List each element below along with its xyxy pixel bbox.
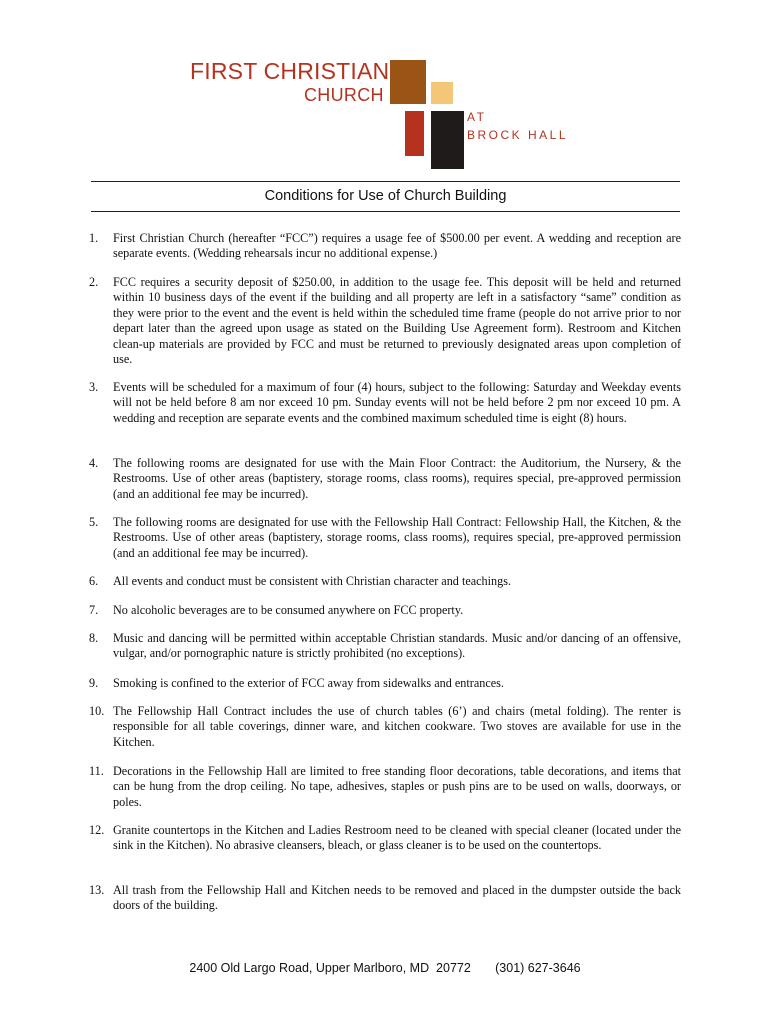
logo-at: AT bbox=[467, 110, 487, 124]
condition-text: First Christian Church (hereafter “FCC”) requires a usage fee of $500.00 per event. A wedding and reception are separate events. (Wedding rehearsals incur no additional expense.) bbox=[113, 231, 681, 261]
page-footer bbox=[0, 961, 770, 975]
condition-item-5 bbox=[89, 515, 681, 561]
condition-item-1 bbox=[89, 231, 681, 262]
condition-item-13 bbox=[89, 883, 681, 914]
condition-number: 8. bbox=[89, 631, 99, 645]
condition-text: The following rooms are designated for use with the Main Floor Contract: the Auditorium, the Nursery, & the Restrooms. Use of other areas (baptistery, storage rooms, class rooms), requires special, pre-approved permission (and an additional fee may be incurred). bbox=[113, 456, 681, 501]
condition-number: 7. bbox=[89, 603, 99, 617]
condition-text: The following rooms are designated for use with the Fellowship Hall Contract: Fellowship Hall, the Kitchen, & the Restrooms. Use of other areas (baptistery, storage rooms, class rooms), requires special, pre-approved permission (and an additional fee may be incurred). bbox=[113, 515, 681, 560]
logo-location: BROCK HALL bbox=[467, 128, 569, 142]
condition-item-7 bbox=[89, 603, 681, 618]
condition-text: Music and dancing will be permitted within acceptable Christian standards. Music and/or dancing of an offensive, vulgar, and/or pornographic nature is strictly prohibited (no exceptions). bbox=[113, 631, 681, 661]
condition-text: Decorations in the Fellowship Hall are limited to free standing floor decorations, table decorations, and items that can be hung from the drop ceiling. No tape, adhesives, staples or push pins are to be used on walls, doorways, or poles. bbox=[113, 764, 681, 809]
condition-number: 5. bbox=[89, 515, 99, 529]
logo-subtitle: CHURCH bbox=[304, 85, 384, 105]
condition-text: All events and conduct must be consistent with Christian character and teachings. bbox=[113, 574, 512, 588]
footer-address: 2400 Old Largo Road, Upper Marlboro, MD 20772 bbox=[189, 961, 471, 975]
logo-title: FIRST CHRISTIAN bbox=[190, 58, 390, 84]
condition-number: 4. bbox=[89, 456, 99, 470]
footer-phone: (301) 627-3646 bbox=[495, 961, 581, 975]
condition-item-11 bbox=[89, 764, 681, 810]
condition-text: Granite countertops in the Kitchen and Ladies Restroom need to be cleaned with special cleaner (located under the sink in the Kitchen). No abrasive cleansers, bleach, or glass cleaner is to be used on the countertops. bbox=[113, 823, 681, 853]
condition-text: No alcoholic beverages are to be consumed anywhere on FCC property. bbox=[113, 603, 464, 617]
condition-text: Events will be scheduled for a maximum of four (4) hours, subject to the following: Saturday and Weekday events will not be held before 8 am nor exceed 10 pm. Sunday events will not be held before 2 pm nor exceed 10 pm. A wedding and reception are separate events and the combined maximum scheduled time is eight (8) hours. bbox=[113, 380, 681, 425]
condition-number: 13. bbox=[89, 883, 105, 897]
condition-item-10 bbox=[89, 704, 681, 750]
condition-item-9 bbox=[89, 676, 681, 691]
condition-item-12 bbox=[89, 823, 681, 854]
condition-item-4 bbox=[89, 456, 681, 502]
condition-number: 9. bbox=[89, 676, 99, 690]
condition-number: 10. bbox=[89, 704, 105, 718]
page-title: Conditions for Use of Church Building bbox=[264, 188, 507, 204]
condition-text: All trash from the Fellowship Hall and Kitchen needs to be removed and placed in the dumpster outside the back doors of the building. bbox=[113, 883, 681, 913]
condition-item-8 bbox=[89, 631, 681, 662]
condition-number: 11. bbox=[89, 764, 104, 778]
condition-item-2 bbox=[89, 275, 681, 367]
condition-number: 1. bbox=[89, 231, 99, 245]
condition-item-6 bbox=[89, 574, 681, 589]
condition-text: Smoking is confined to the exterior of FCC away from sidewalks and entrances. bbox=[113, 676, 504, 690]
condition-number: 6. bbox=[89, 574, 99, 588]
condition-number: 3. bbox=[89, 380, 99, 394]
condition-number: 2. bbox=[89, 275, 99, 289]
condition-number: 12. bbox=[89, 823, 105, 837]
condition-item-3 bbox=[89, 380, 681, 426]
condition-text: The Fellowship Hall Contract includes the use of church tables (6’) and chairs (metal folding). The renter is responsible for all table coverings, dinner ware, and kitchen cookware. Two stoves are available for use in the Kitchen. bbox=[113, 704, 681, 749]
condition-text: FCC requires a security deposit of $250.00, in addition to the usage fee. This deposit will be held and returned within 10 business days of the event if the building and all property are left in a satisfactory “same” condition as they were prior to the event and the event is held within the scheduled time frame (people do not arrive prior to nor depart later than the agreed upon usage as stated on the Building Use Agreement form). Restroom and Kitchen clean-up materials are provided by FCC and must be returned to previously designated areas upon completion of use. bbox=[113, 275, 681, 367]
